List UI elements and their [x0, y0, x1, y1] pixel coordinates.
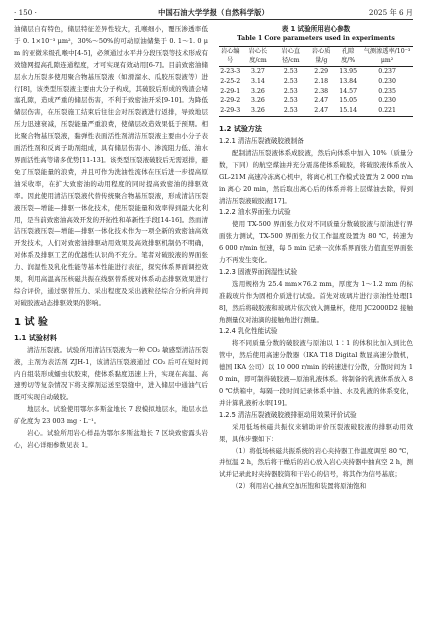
table-header-cell: 岩心编号	[219, 47, 242, 67]
table-cell: 0.230	[378, 77, 396, 85]
table-row	[219, 96, 413, 106]
table-cell: 3.14	[251, 77, 265, 85]
table-header-cell: 岩心长度/cm	[242, 47, 275, 67]
table-row	[219, 77, 413, 87]
table-cell: 2.29	[314, 68, 329, 75]
left-column	[14, 24, 208, 627]
table-cell: 2.53	[283, 97, 298, 105]
subsubsection-heading: 1.2.4 乳化性能试验	[219, 327, 278, 336]
table-cell: 3.26	[251, 97, 265, 105]
table-cell: 13.84	[339, 77, 358, 85]
table-caption-cn: 表 1 试验所用岩心参数	[281, 25, 351, 33]
table-cell: 2.47	[307, 106, 335, 116]
table-header-cell: 孔隙度/%	[335, 47, 361, 67]
table-cell: 2.53	[283, 68, 298, 75]
table-cell: 0.235	[378, 87, 396, 95]
table-header-row	[219, 47, 413, 67]
table-header-cell: 气测渗透率/10⁻³ μm²	[361, 47, 413, 67]
subsection-heading-materials: 1.1 试验材料	[14, 333, 57, 342]
table-cell: 2-29-3	[219, 106, 242, 116]
table-header-cell: 岩心质量/g	[307, 47, 335, 67]
table-cell: 2.53	[283, 77, 298, 85]
subsection-heading-methods: 1.2 试验方法	[219, 124, 262, 133]
core-parameters-table	[219, 46, 413, 117]
table-cell: 2-29-1	[220, 87, 241, 95]
subsubsection-heading: 1.2.2 油水界面张力试验	[219, 208, 291, 217]
table-cell: 0.230	[378, 97, 396, 105]
method-paragraph: 使用 TX-500 界面张力仪对不同质量分数破胶液与原油进行界面张力测试，TX-500 界面张力仪工作温度设置为 80 ℃，转速为 6 000 r/min 恒速，每 5 min 记录一次体系界面张力值直至界面张力不再发生变化。	[219, 220, 413, 265]
issue-date: 2025 年 6 月	[368, 8, 413, 17]
table-cell: 2-23-3	[220, 68, 241, 75]
running-header	[14, 7, 413, 20]
table-cell: 2-25-2	[220, 77, 241, 85]
section-heading-experiment: 1 试 验	[14, 316, 48, 328]
materials-paragraph: 岩心。试验所用岩心样品为鄂尔多斯盆地长 7 区块致密露头岩心，岩心详细参数见表 1。	[14, 429, 208, 449]
method-step: （2）利用岩心抽真空加压饱和装置将原油饱和	[232, 482, 367, 491]
table-cell: 15.05	[339, 97, 358, 105]
method-paragraph: 配制清洁压裂液体系成胶液，然后向体系中加入 10%（质量分数，下同）的航空煤油并充分震荡使体系破胶，将破胶液体系放入 GL-21M 高速冷冻离心机中，将离心机工作模式设置为 2 000 r/min 离心 20 min，然后取出离心后的体系并将上层煤油去除，得到清洁压裂液破胶液[17]。	[219, 148, 413, 205]
table-row	[219, 87, 413, 97]
method-step: （1）将低场核磁共振系统的岩心夹持器工作温度调至 80 ℃，并恒温 2 h，然后将干燥后的岩心放入岩心夹持器中抽真空 2 h，测试并记录此时夹持器胶筒和干岩心的信号，将其作为信号基底；	[219, 446, 413, 479]
method-paragraph: 将不同质量分数的破胶液与原油以 1∶1 的体积比加入到比色管中，然后使用高速分散器（IKA T18 Digital 数显高速分散机，德国 IKA 公司）以 10 000 r/min 的转速进行分散，分散时间为 10 min，即可制得破胶液—原油乳液体系。将制备的乳液体系放入 80 ℃烘箱中，每隔一段时间记录体系中油、水及乳液的体系变化，并计算乳液析水率[19]。	[219, 339, 413, 407]
table-cell: 0.237	[378, 68, 396, 75]
table-cell: 2.53	[274, 106, 307, 116]
two-column-body	[14, 24, 413, 627]
table-header-cell: 岩心直径/cm	[274, 47, 307, 67]
table-cell: 13.95	[339, 68, 358, 75]
table-cell: 2.38	[314, 87, 329, 95]
method-paragraph: 选用规格为 25.4 mm×76.2 mm，厚度为 1～1.2 mm 的标准载玻片作为固相介质进行试验。首先对玻璃片进行亲油性处理[18]，然后将破胶液和玻璃片依次放入测量杯，使用 JC2000D2 接触角测量仪对油滴的接触角进行测量。	[219, 279, 413, 324]
journal-title: 中国石油大学学报（自然科学版）	[158, 8, 269, 17]
table-cell: 2-29-2	[220, 97, 241, 105]
table-cell: 2.47	[314, 97, 329, 105]
table-cell: 2.53	[283, 87, 298, 95]
right-column	[219, 24, 413, 627]
method-paragraph: 采用低场核磁共振仪来辅助评价压裂液破胶液的排驱动用效果，具体步骤如下：	[219, 422, 413, 443]
table-caption-en: Table 1 Core parameters used in experiments	[237, 35, 395, 42]
materials-paragraph: 清洁压裂液。试验所用清洁压裂液为一种 CO₂ 敏感型清洁压裂液，主剂为表活剂 ZJH-1，该清洁压裂液通过 CO₂ 后可在短时间内自组装形成蠕虫状胶束，使体系黏度迅速上升，实现在高温、高速剪切等复杂情况下将支撑剂运送至裂缝中，进入储层中通油气后既可实现自动破胶。	[14, 345, 208, 402]
table-row	[219, 106, 413, 116]
materials-paragraph: 地层水。试验使用鄂尔多斯盆地长 7 段模拟地层水，地层水总矿化度为 23 003 mg · L⁻¹。	[14, 405, 208, 426]
subsubsection-heading: 1.2.1 清洁压裂液破胶液制备	[219, 136, 304, 145]
page-number: · 150 ·	[14, 8, 37, 17]
subsubsection-heading: 1.2.3 固液界面润湿性试验	[219, 267, 298, 276]
table-cell: 15.14	[335, 106, 361, 116]
table-cell: 0.221	[361, 106, 413, 116]
subsubsection-heading: 1.2.5 清洁压裂液破胶液排驱动用效果评价试验	[219, 410, 357, 419]
table-cell: 3.26	[251, 87, 265, 95]
intro-paragraph: 油储层自有特色，储层特征差异性较大，孔喉细小，覆压渗透率低于 0. 1×10⁻³ μm²，30%～50%的可动原油储集于 0. 1～1. 0 μm 的亚微米级孔喉中[4-5]，必须通过水平井分段压裂等技术形成有效缝网提高孔隙连通程度，才可实现有效动用[6-7]。目前致密油储层水力压裂多使用聚合物基压裂液（如滑溜水、瓜胶压裂液等）进行[8]，该类型压裂液主要由大分子构成，其破胶后形成的残渣会堵塞孔隙，造成严重的储层伤害，不利于致密油开采[9-10]。为降低储层伤害，在压裂施工结束后往往会对压裂液进行返排，导致地层压力迅速衰减，压裂能量严重浪费，使储层改造效果低于预期。相比聚合物基压裂液，黏弹性表面活性剂清洁压裂液主要由小分子表面活性剂和反离子助剂组成，具有储层伤害小、渗流阻力低、油水界面活性高等诸多优势[11-13]。该类型压裂液破胶后无需返排，避免了压裂能量的浪费，并且可作为洗油性流体在压后进一步提高原油采收率，在扩大致密油的动用程度的同时提高致密油的排驱效率。因此使用清洁压裂液代替传统聚合物基压裂液，形成清洁压裂液压裂—增能—排驱一体化技术，使压裂能量和效率得到最大化利用，是当前致密油高效开发的开拓性和革新性手段[14-16]。然而清洁压裂液压裂—增能—排驱一体化技术作为一项全新的致密油高效开发技术，人们对致密油排驱动用效果及高效排驱机制仍不明确，对体系及排驱工艺的优越性认识尚不充分。笔者对破胶液的界面张力、润湿性及乳化性能等基本性能进行表征，探究体系界面调控效果，利用高温高压核磁共振在线驱替系统对体系动态排驱效果进行综合评价，通过驱替压力、采出程度及采出液粒径综合分析向井间对破胶液动态排驱效果的影响。	[14, 25, 208, 307]
table-cell: 3.26	[242, 106, 275, 116]
table-cell: 14.57	[339, 87, 358, 95]
table-cell: 3.27	[251, 68, 265, 75]
table-row	[219, 67, 413, 77]
table-cell: 2.18	[314, 77, 329, 85]
table-caption	[219, 25, 413, 43]
